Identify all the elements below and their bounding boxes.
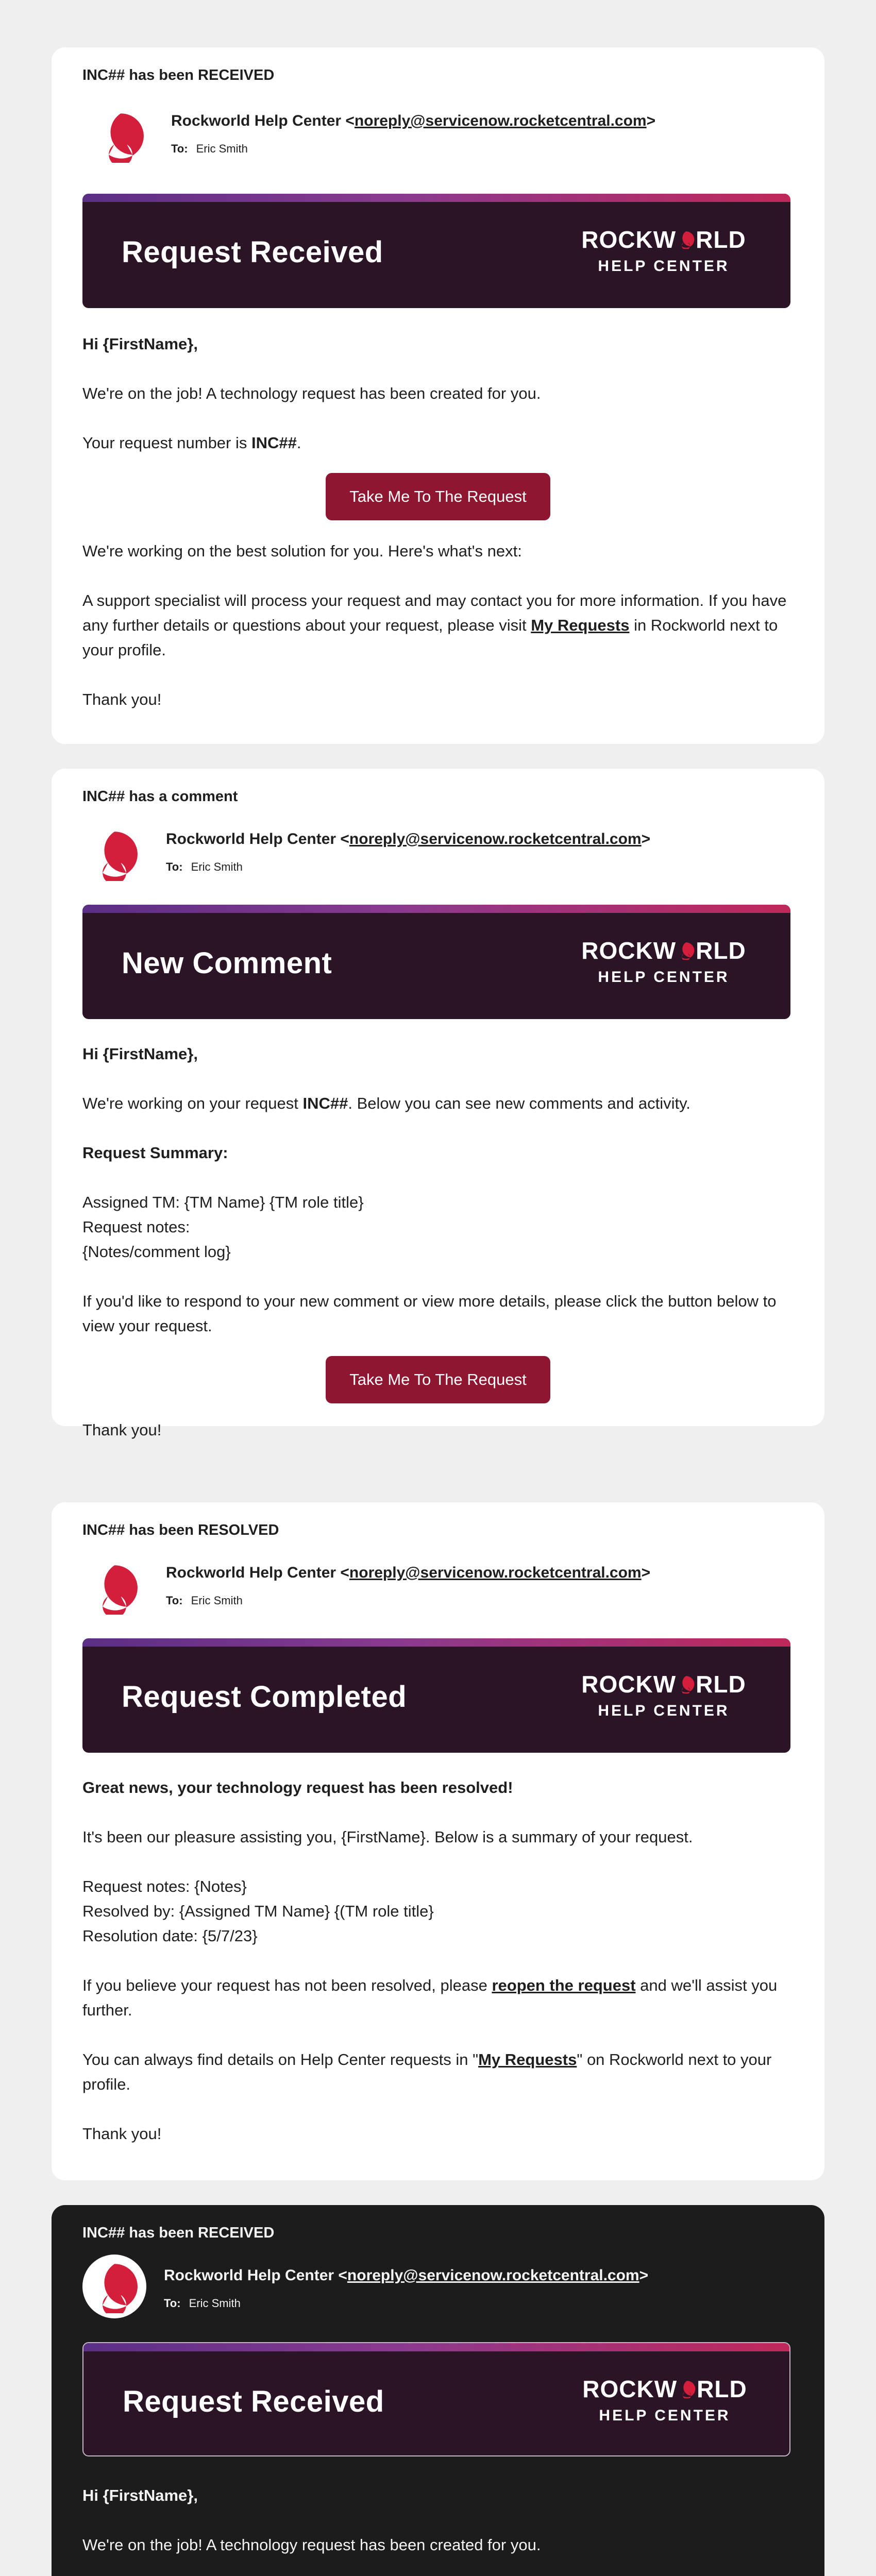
- recipient-line: To: Eric Smith: [166, 860, 243, 873]
- take-me-to-request-button[interactable]: Take Me To The Request: [326, 1356, 550, 1403]
- intro-text: We're on the job! A technology request has been created for you.: [82, 384, 541, 402]
- summary-line: {Notes/comment log}: [82, 1243, 231, 1261]
- summary-heading: Request Summary:: [82, 1144, 228, 1162]
- rockworld-logo-icon: [82, 1556, 146, 1620]
- rockworld-brand-logo: ROCKW RLD HELP CENTER: [581, 937, 746, 986]
- banner-gradient-stripe: [83, 2343, 789, 2351]
- header-banner: [82, 2342, 790, 2456]
- rockworld-brand-logo: ROCKW RLD HELP CENTER: [581, 226, 746, 275]
- rockworld-logo-icon: [82, 2255, 146, 2318]
- sender-line: Rockworld Help Center <noreply@servicenow.rocketcentral.com>: [164, 2267, 649, 2284]
- greeting: Hi {FirstName},: [82, 335, 198, 353]
- respond-text: If you'd like to respond to your new comment or view more details, please click the button below to view your request.: [82, 1292, 777, 1335]
- header-banner: [82, 194, 790, 308]
- intro-text: It's been our pleasure assisting you, {FirstName}. Below is a summary of your request.: [82, 1828, 693, 1846]
- recipient-line: To: Eric Smith: [166, 1594, 243, 1607]
- thanks-text: Thank you!: [82, 2125, 162, 2143]
- banner-title: New Comment: [122, 946, 332, 980]
- summary-line: Resolution date: {5/7/23}: [82, 1927, 258, 1945]
- header-banner: [82, 905, 790, 1019]
- email-subject: INC## has been RECEIVED: [82, 2225, 275, 2241]
- greeting: Hi {FirstName},: [82, 1045, 198, 1063]
- banner-title: Request Completed: [122, 1680, 407, 1714]
- summary-line: Request notes: {Notes}: [82, 1877, 247, 1895]
- rockworld-o-logo-icon: [677, 1675, 695, 1693]
- header-banner: [82, 1638, 790, 1753]
- rockworld-o-logo-icon: [677, 941, 695, 960]
- thanks-text: Thank you!: [82, 1421, 162, 1439]
- take-me-to-request-button[interactable]: Take Me To The Request: [326, 473, 550, 520]
- rockworld-logo-icon: [89, 104, 153, 168]
- sender-line: Rockworld Help Center <noreply@servicenow.rocketcentral.com>: [166, 831, 651, 848]
- email-received-light: [52, 47, 824, 744]
- email-subject: INC## has a comment: [82, 788, 238, 805]
- my-requests-link[interactable]: My Requests: [531, 616, 630, 634]
- sender-email-link[interactable]: noreply@servicenow.rocketcentral.com: [349, 831, 642, 848]
- rockworld-o-logo-icon: [677, 230, 695, 249]
- email-subject: INC## has been RESOLVED: [82, 1522, 279, 1538]
- rockworld-brand-logo: ROCKW RLD HELP CENTER: [581, 1671, 746, 1719]
- sender-line: Rockworld Help Center <noreply@servicenow.rocketcentral.com>: [171, 112, 656, 129]
- banner-gradient-stripe: [82, 1638, 790, 1647]
- sender-email-link[interactable]: noreply@servicenow.rocketcentral.com: [354, 112, 647, 129]
- greeting: Hi {FirstName},: [82, 2486, 198, 2504]
- email-subject: INC## has been RECEIVED: [82, 67, 275, 83]
- email-comment-light: [52, 769, 824, 1439]
- summary-line: Assigned TM: {TM Name} {TM role title}: [82, 1193, 364, 1211]
- intro-text: We're on the job! A technology request has been created for you.: [82, 2536, 541, 2554]
- my-requests-text: You can always find details on Help Center requests in "My Requests" on Rockworld next to your profile.: [82, 2050, 772, 2093]
- rockworld-o-logo-icon: [678, 2380, 696, 2398]
- summary-line: Request notes:: [82, 1218, 190, 1236]
- my-requests-link[interactable]: My Requests: [478, 2050, 577, 2069]
- resolved-headline: Great news, your technology request has been resolved!: [82, 1778, 513, 1797]
- thanks-text: Thank you!: [82, 690, 162, 708]
- banner-title: Request Received: [122, 235, 383, 269]
- banner-title: Request Received: [123, 2385, 384, 2418]
- email-resolved-light: [52, 1502, 824, 2180]
- email-received-dark: [52, 2205, 824, 2576]
- recipient-line: To: Eric Smith: [171, 142, 248, 155]
- request-number-text: Your request number is INC##.: [82, 434, 301, 452]
- banner-gradient-stripe: [82, 194, 790, 202]
- rockworld-logo-icon: [82, 822, 146, 886]
- sender-line: Rockworld Help Center <noreply@servicenow.rocketcentral.com>: [166, 1564, 651, 1581]
- intro-text: We're working on your request INC##. Below you can see new comments and activity.: [82, 1094, 690, 1112]
- sender-email-link[interactable]: noreply@servicenow.rocketcentral.com: [347, 2267, 639, 2284]
- reopen-text: If you believe your request has not been resolved, please reopen the request and we'll assist you further.: [82, 1976, 778, 2019]
- support-text: A support specialist will process your request and may contact you for more information. If you have any further details or questions about your request, please visit My Requests in Rockworld next to your profile.: [82, 591, 787, 659]
- sender-email-link[interactable]: noreply@servicenow.rocketcentral.com: [349, 1564, 642, 1581]
- banner-gradient-stripe: [82, 905, 790, 913]
- recipient-line: To: Eric Smith: [164, 2297, 241, 2310]
- summary-line: Resolved by: {Assigned TM Name} {(TM role title}: [82, 1902, 434, 1920]
- rockworld-brand-logo: ROCKW RLD HELP CENTER: [582, 2376, 747, 2424]
- reopen-request-link[interactable]: reopen the request: [492, 1976, 636, 1994]
- next-steps-text: We're working on the best solution for you. Here's what's next:: [82, 542, 522, 560]
